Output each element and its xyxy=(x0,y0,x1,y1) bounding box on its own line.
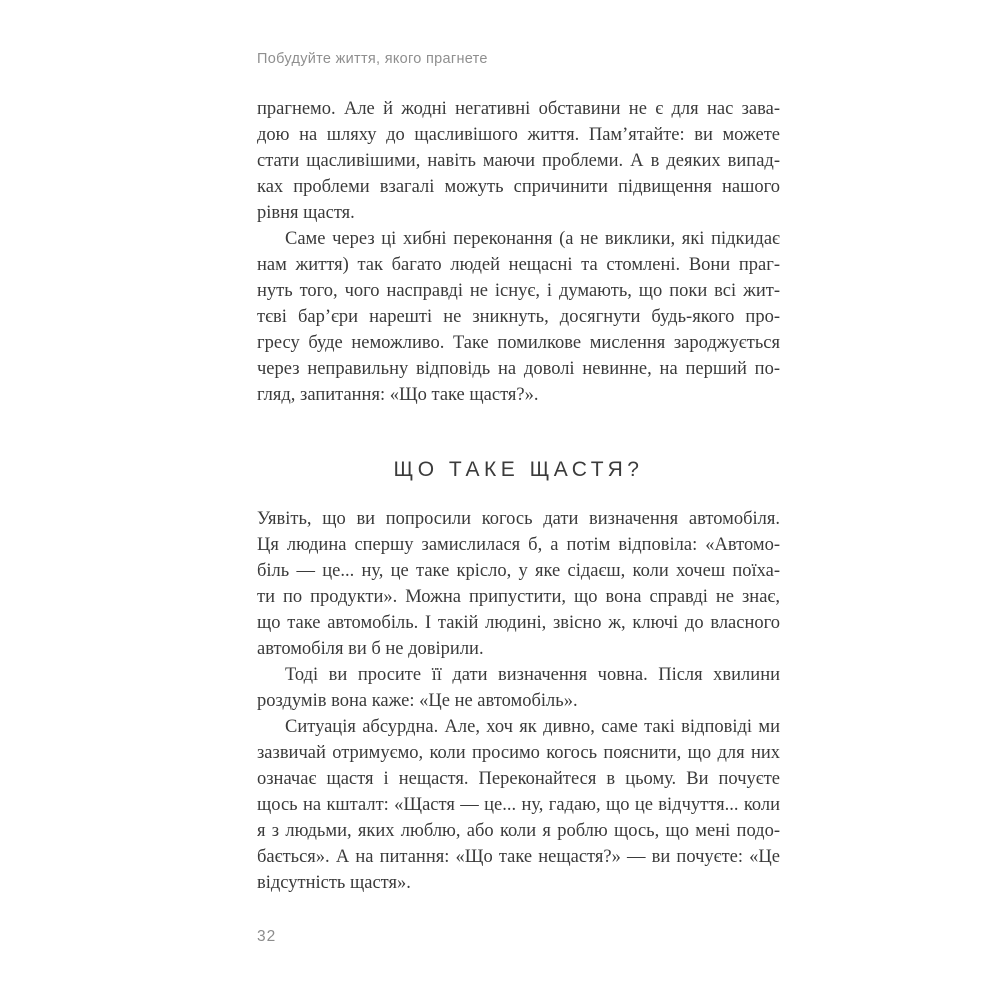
text-line: дою на шляху до щасливішого життя. Пам’ятайте: ви можете xyxy=(257,125,780,145)
body-text-block-top xyxy=(257,96,780,408)
text-line: ти по продукти». Можна припустити, що вона справді не знає, xyxy=(257,587,780,607)
text-line: Ця людина спершу замислилася б, а потім відповіла: «Автомо- xyxy=(257,535,780,555)
paragraph xyxy=(257,662,780,714)
text-line: Тоді ви просите її дати визначення човна. Після хвилини xyxy=(285,665,780,685)
text-line: біль — це... ну, це таке крісло, у яке сідаєш, коли хочеш поїха- xyxy=(257,561,780,581)
text-line: бається». А на питання: «Що таке нещастя?» — ви почуєте: «Це xyxy=(257,847,780,867)
running-header: Побудуйте життя, якого прагнете xyxy=(257,51,488,67)
text-line: стати щасливішими, навіть маючи проблеми. А в деяких випад- xyxy=(257,151,780,171)
text-line: рівня щастя. xyxy=(257,203,355,223)
paragraph xyxy=(257,714,780,896)
text-line: тєві бар’єри нарешті не зникнуть, досягнути будь-якого про- xyxy=(257,307,780,327)
text-line: Ситуація абсурдна. Але, хоч як дивно, саме такі відповіді ми xyxy=(285,717,780,737)
text-line: означає щастя і нещастя. Переконайтеся в цьому. Ви почуєте xyxy=(257,769,780,789)
text-line: роздумів вона каже: «Це не автомобіль». xyxy=(257,691,578,711)
text-line: ках проблеми взагалі можуть спричинити підвищення нашого xyxy=(257,177,780,197)
text-line: Уявіть, що ви попросили когось дати визначення автомобіля. xyxy=(257,509,780,529)
text-line: прагнемо. Але й жодні негативні обставини не є для нас зава- xyxy=(257,99,780,119)
text-line: гляд, запитання: «Що таке щастя?». xyxy=(257,385,539,405)
text-line: я з людьми, яких люблю, або коли я роблю щось, що мені подо- xyxy=(257,821,780,841)
page-number: 32 xyxy=(257,928,277,945)
text-line: Саме через ці хибні переконання (а не виклики, які підкидає xyxy=(285,229,780,249)
section-heading: ЩО ТАКЕ ЩАСТЯ? xyxy=(393,458,644,481)
text-line: нам життя) так багато людей нещасні та стомлені. Вони праг- xyxy=(257,255,780,275)
paragraph xyxy=(257,226,780,408)
text-line: щось на кшталт: «Щастя — це... ну, гадаю, що це відчуття... коли xyxy=(257,795,780,815)
text-line: автомобіля ви б не довірили. xyxy=(257,639,484,659)
text-line: нуть того, чого насправді не існує, і думають, що поки всі жит- xyxy=(257,281,780,301)
body-text-block-bottom xyxy=(257,506,780,896)
paragraph xyxy=(257,506,780,662)
text-line: через неправильну відповідь на доволі невинне, на перший по- xyxy=(257,359,780,379)
text-line: що таке автомобіль. І такій людині, звісно ж, ключі до власного xyxy=(257,613,780,633)
text-line: гресу буде неможливо. Таке помилкове мислення зароджується xyxy=(257,333,780,353)
text-line: зазвичай отримуємо, коли просимо когось пояснити, що для них xyxy=(257,743,780,763)
text-line: відсутність щастя». xyxy=(257,873,411,893)
paragraph xyxy=(257,96,780,226)
